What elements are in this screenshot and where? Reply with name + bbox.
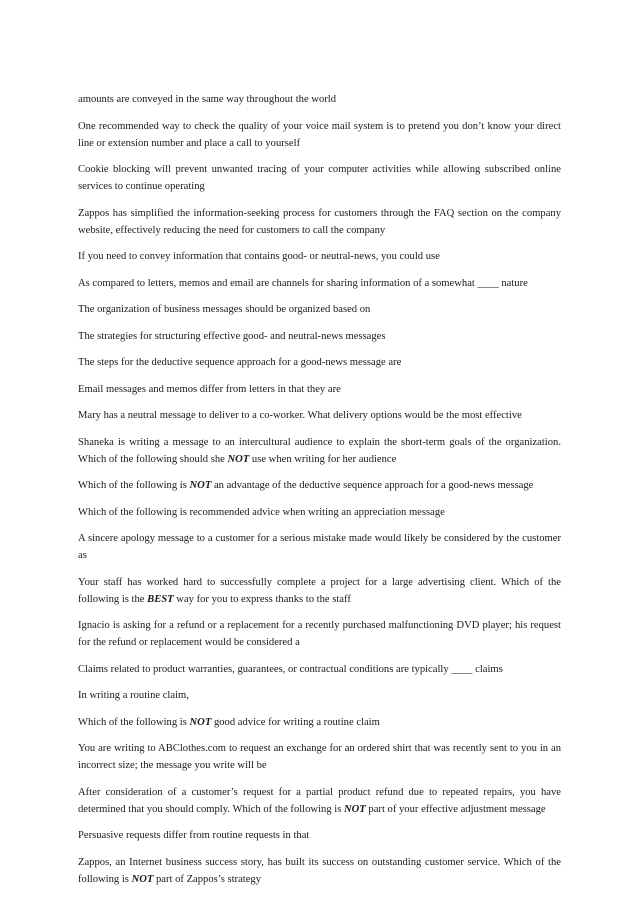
question-text: Ignacio is asking for a refund or a replacement for a recently purchased malfunctioning DVD player; his request for the refund or replacement would be considered a bbox=[78, 620, 561, 648]
emphasis-text: BEST bbox=[147, 593, 174, 605]
emphasis-text: NOT bbox=[189, 716, 212, 728]
question-text: The organization of business messages should be organized based on bbox=[78, 304, 371, 315]
question-text: Shaneka is writing a message to an intercultural audience to explain the short-term goals of the organization. Which of the following should she NOT use when writing for her audience bbox=[78, 436, 561, 465]
question-text: amounts are conveyed in the same way throughout the world bbox=[78, 94, 337, 105]
question-text: A sincere apology message to a customer for a serious mistake made would likely be considered by the customer as bbox=[78, 533, 561, 561]
question-text: Claims related to product warranties, guarantees, or contractual conditions are typically ____ claims bbox=[78, 663, 503, 675]
question-text: In writing a routine claim, bbox=[78, 690, 189, 701]
emphasis-text: NOT bbox=[189, 480, 212, 491]
question-text: Cookie blocking will prevent unwanted tracing of your computer activities while allowing subscribed online services to continue operating bbox=[78, 164, 561, 192]
question-text: Which of the following is recommended advice when writing an appreciation message bbox=[78, 506, 445, 518]
question-text: Zappos has simplified the information-seeking process for customers through the FAQ section on the company website, effectively reducing the need for customers to call the company bbox=[78, 207, 561, 236]
question-text: Which of the following is NOT an advantage of the deductive sequence approach for a good-news message bbox=[78, 480, 534, 491]
question-text: One recommended way to check the quality of your voice mail system is to pretend you don’t know your direct line or extension number and place a call to yourself bbox=[78, 120, 561, 149]
question-text: Your staff has worked hard to successfully complete a project for a large advertising client. Which of the following is the BEST way for you to express thanks to the staff bbox=[78, 576, 561, 605]
question-text: The steps for the deductive sequence approach for a good-news message are bbox=[78, 357, 402, 368]
question-text: If you need to convey information that contains good- or neutral-news, you could use bbox=[78, 251, 440, 262]
question-text: After consideration of a customer’s request for a partial product refund due to repeated repairs, you have determined that you should comply. Which of the following is NOT part of your effective adjustment message bbox=[78, 786, 561, 815]
document-page bbox=[78, 91, 561, 897]
question-text: You are writing to ABClothes.com to request an exchange for an ordered shirt that was recently sent to you in an incorrect size; the message you write will be bbox=[78, 743, 561, 771]
emphasis-text: NOT bbox=[343, 803, 366, 815]
emphasis-text: NOT bbox=[227, 453, 250, 465]
question-text: Persuasive requests differ from routine requests in that bbox=[78, 830, 310, 841]
question-text: The strategies for structuring effective good- and neutral-news messages bbox=[78, 330, 386, 342]
question-text: Email messages and memos differ from letters in that they are bbox=[78, 383, 341, 395]
question-text: As compared to letters, memos and email are channels for sharing information of a somewhat ____ nature bbox=[78, 277, 528, 289]
emphasis-text: NOT bbox=[131, 873, 154, 885]
question-text: Which of the following is NOT good advice for writing a routine claim bbox=[78, 716, 380, 728]
question-text: Zappos, an Internet business success story, has built its success on outstanding customer service. Which of the following is NOT part of Zappos’s strategy bbox=[78, 856, 561, 885]
question-text: Mary has a neutral message to deliver to a co-worker. What delivery options would be the most effective bbox=[78, 410, 522, 421]
